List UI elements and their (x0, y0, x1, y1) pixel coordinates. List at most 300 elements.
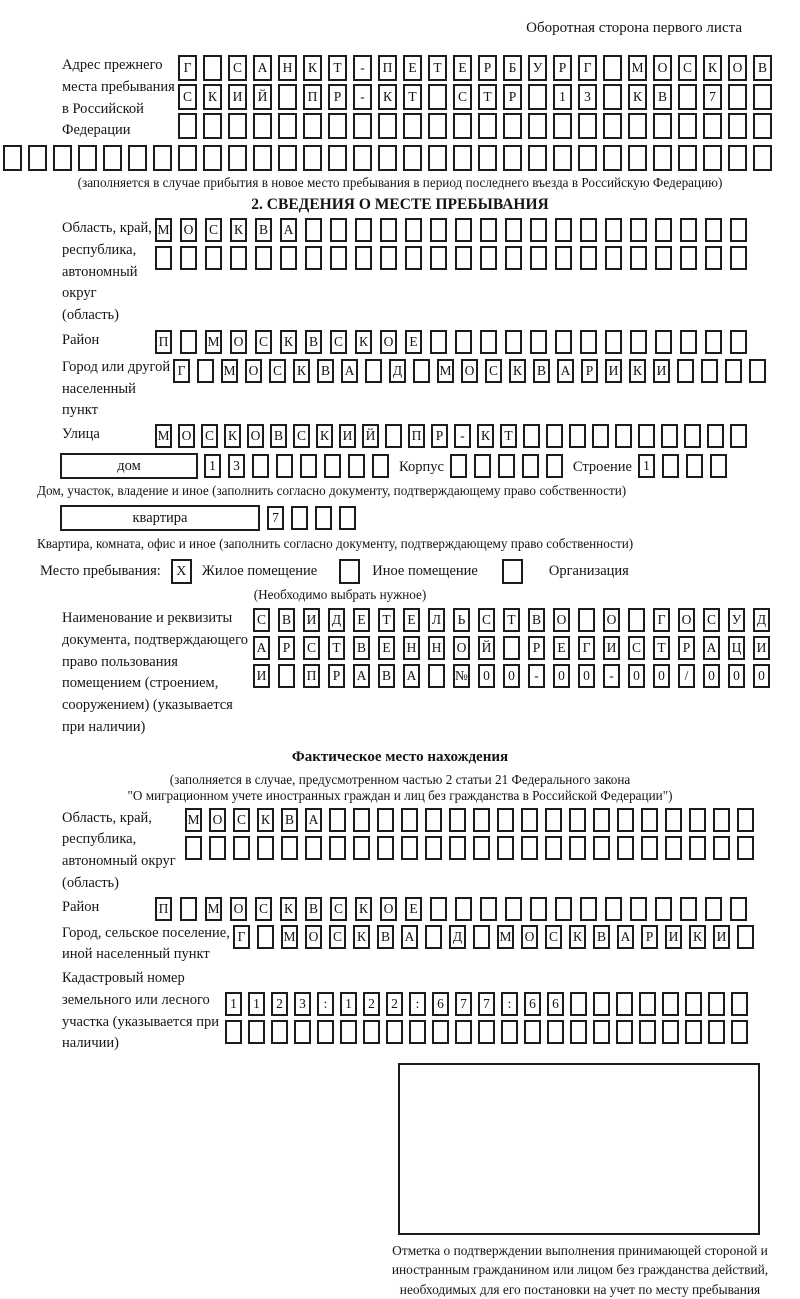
cadastral-cell-rows (225, 992, 748, 1044)
form-cell: Л (428, 608, 445, 632)
form-cell (705, 218, 722, 242)
form-cell (278, 145, 297, 171)
form-cell: Н (403, 636, 420, 660)
form-cell: С (485, 359, 502, 383)
region-label: Область, край, республика, автономный округ (область) (62, 220, 152, 323)
form-cell: С (201, 424, 218, 448)
form-cell (329, 808, 346, 832)
form-cell: Д (449, 925, 466, 949)
form-cell (578, 113, 597, 139)
form-cell (530, 330, 547, 354)
form-cell: Р (553, 55, 572, 81)
form-cell: М (437, 359, 454, 383)
actual-region-cell-rows (185, 808, 754, 860)
district-label: Район (62, 331, 100, 348)
form-cell (503, 113, 522, 139)
form-cell: Т (500, 424, 517, 448)
form-cell (281, 836, 298, 860)
form-cell (155, 246, 172, 270)
form-cell (317, 1020, 334, 1044)
form-cell (680, 246, 697, 270)
form-cell: О (521, 925, 538, 949)
form-cell: Г (233, 925, 250, 949)
city-label: Город или другой населенный пункт (62, 358, 171, 419)
form-cell: Р (528, 636, 545, 660)
form-cell (553, 113, 572, 139)
form-cell: С (255, 330, 272, 354)
form-cell (430, 330, 447, 354)
document-cell-rows (253, 608, 770, 688)
presence-note: (Необходимо выбрать нужное) (253, 587, 427, 602)
form-cell: О (678, 608, 695, 632)
form-cell: О (380, 330, 397, 354)
form-cell (348, 454, 365, 478)
form-cell: Д (328, 608, 345, 632)
actual-district-row (155, 897, 747, 921)
form-cell: 0 (703, 664, 720, 688)
form-cell (280, 246, 297, 270)
form-cell: И (603, 636, 620, 660)
document-row-2 (253, 636, 770, 660)
form-cell (662, 1020, 679, 1044)
region-row-2 (155, 246, 747, 270)
form-cell (278, 113, 297, 139)
form-cell: Р (503, 84, 522, 110)
form-cell: Ь (453, 608, 470, 632)
form-cell: И (753, 636, 770, 660)
stroenie-label: Строение (572, 459, 632, 475)
cadastral-label: Кадастровый номер земельного или лесного участка (указывается при наличии) (62, 970, 219, 1052)
form-cell: К (230, 218, 247, 242)
form-cell (305, 836, 322, 860)
form-cell (710, 454, 727, 478)
form-cell: 0 (728, 664, 745, 688)
form-cell: 0 (653, 664, 670, 688)
presence-option-organization-label: Организация (548, 562, 629, 579)
prev-address-row-3 (178, 113, 772, 139)
form-cell (605, 330, 622, 354)
page-corner-note: Оборотная сторона первого листа (526, 20, 742, 36)
form-cell: П (378, 55, 397, 81)
form-cell (680, 330, 697, 354)
form-cell: О (603, 608, 620, 632)
form-cell (628, 113, 647, 139)
form-cell (305, 218, 322, 242)
actual-location-caption-1: (заполняется в случае, предусмотренном частью 2 статьи 21 Федерального закона (169, 771, 631, 787)
form-cell (291, 506, 308, 530)
form-cell (303, 113, 322, 139)
form-cell: Р (431, 424, 448, 448)
form-cell: О (209, 808, 226, 832)
street-field (62, 424, 800, 448)
form-cell: Р (478, 55, 497, 81)
form-cell (403, 113, 422, 139)
house-number-row (204, 454, 389, 478)
form-cell: О (245, 359, 262, 383)
form-cell: В (653, 84, 672, 110)
form-cell (197, 359, 214, 383)
form-cell (205, 246, 222, 270)
form-cell: А (617, 925, 634, 949)
form-cell (178, 145, 197, 171)
form-cell: В (270, 424, 287, 448)
form-cell: 0 (478, 664, 495, 688)
presence-checkbox-residential: X (171, 559, 192, 584)
form-cell (630, 897, 647, 921)
form-cell (705, 246, 722, 270)
prev-address-cell-rows (178, 55, 772, 139)
form-cell: № (453, 664, 470, 688)
form-cell: М (221, 359, 238, 383)
form-cell: И (339, 424, 356, 448)
form-cell: В (528, 608, 545, 632)
form-cell: П (303, 664, 320, 688)
form-cell (655, 330, 672, 354)
prev-address-row-1 (178, 55, 772, 81)
form-cell: К (303, 55, 322, 81)
actual-city-label: Город, сельское поселение, иной населенный пункт (62, 924, 230, 963)
form-cell (413, 359, 430, 383)
form-cell: К (569, 925, 586, 949)
form-cell (737, 808, 754, 832)
form-cell (478, 113, 497, 139)
presence-option-other-label: Иное помещение (372, 562, 478, 579)
form-cell: Р (278, 636, 295, 660)
form-cell: 0 (753, 664, 770, 688)
form-cell (555, 246, 572, 270)
form-cell (185, 836, 202, 860)
form-cell (401, 808, 418, 832)
form-cell (478, 1020, 495, 1044)
form-cell: М (205, 330, 222, 354)
form-cell (498, 454, 515, 478)
form-cell (378, 145, 397, 171)
form-cell: С (453, 84, 472, 110)
form-cell (705, 897, 722, 921)
form-cell: : (317, 992, 334, 1016)
form-cell (355, 246, 372, 270)
form-cell (505, 897, 522, 921)
district-row (155, 330, 747, 354)
form-cell (578, 145, 597, 171)
actual-city-row (233, 925, 754, 949)
form-cell: С (269, 359, 286, 383)
form-cell (428, 145, 447, 171)
form-cell: Р (678, 636, 695, 660)
form-cell (497, 808, 514, 832)
form-cell: 0 (553, 664, 570, 688)
form-cell (578, 608, 595, 632)
form-cell (403, 145, 422, 171)
form-cell (278, 84, 297, 110)
form-cell (432, 1020, 449, 1044)
form-cell: 1 (248, 992, 265, 1016)
form-cell (473, 925, 490, 949)
form-cell (708, 1020, 725, 1044)
form-cell: Б (503, 55, 522, 81)
form-cell (428, 664, 445, 688)
form-cell: К (224, 424, 241, 448)
form-cell: О (380, 897, 397, 921)
form-cell: К (293, 359, 310, 383)
actual-region-label: Область, край, республика, автономный округ (область) (62, 809, 176, 891)
form-cell (653, 145, 672, 171)
form-cell: Е (453, 55, 472, 81)
form-cell (252, 454, 269, 478)
form-cell (294, 1020, 311, 1044)
apartment-row (267, 506, 356, 530)
form-cell: К (689, 925, 706, 949)
form-cell (328, 145, 347, 171)
form-cell: О (247, 424, 264, 448)
form-cell (684, 424, 701, 448)
form-cell (28, 145, 47, 171)
form-cell: П (408, 424, 425, 448)
form-cell (685, 1020, 702, 1044)
form-cell: К (629, 359, 646, 383)
form-cell (178, 113, 197, 139)
prev-address-field (62, 55, 800, 142)
district-field (62, 330, 800, 354)
form-cell (497, 836, 514, 860)
form-cell (580, 330, 597, 354)
form-cell (455, 218, 472, 242)
form-cell: О (305, 925, 322, 949)
form-cell (655, 218, 672, 242)
form-cell (257, 836, 274, 860)
form-cell (180, 246, 197, 270)
form-cell: 3 (578, 84, 597, 110)
form-cell: С (330, 330, 347, 354)
form-cell (128, 145, 147, 171)
form-cell (665, 808, 682, 832)
form-cell (653, 113, 672, 139)
form-cell: 1 (638, 454, 655, 478)
form-cell: 6 (547, 992, 564, 1016)
form-cell (753, 145, 772, 171)
cadastral-row-2 (225, 1020, 748, 1044)
form-cell (737, 836, 754, 860)
form-cell (474, 454, 491, 478)
form-cell (530, 218, 547, 242)
form-cell: А (557, 359, 574, 383)
form-cell (689, 836, 706, 860)
form-cell: К (378, 84, 397, 110)
form-cell (605, 897, 622, 921)
form-cell: 6 (432, 992, 449, 1016)
form-cell (569, 836, 586, 860)
form-cell (353, 808, 370, 832)
form-cell (372, 454, 389, 478)
form-cell (705, 330, 722, 354)
form-cell (603, 84, 622, 110)
form-cell: К (280, 897, 297, 921)
form-cell: Е (403, 608, 420, 632)
form-cell (703, 113, 722, 139)
form-cell (730, 897, 747, 921)
form-cell: А (401, 925, 418, 949)
form-cell: К (353, 925, 370, 949)
form-cell: 0 (628, 664, 645, 688)
form-cell (425, 808, 442, 832)
form-cell: В (281, 808, 298, 832)
form-cell (616, 992, 633, 1016)
form-cell: М (155, 424, 172, 448)
form-cell (385, 424, 402, 448)
form-cell (278, 664, 295, 688)
form-cell: И (713, 925, 730, 949)
form-cell (453, 145, 472, 171)
form-cell: У (728, 608, 745, 632)
form-cell (449, 836, 466, 860)
form-cell (617, 836, 634, 860)
form-cell (528, 113, 547, 139)
actual-district-label: Район (62, 898, 100, 915)
form-cell: С (253, 608, 270, 632)
korpus-row (450, 454, 563, 478)
apartment-caption: Квартира, комната, офис и иное (заполнить согласно документу, подтверждающему право собственности) (37, 536, 634, 551)
form-cell: И (253, 664, 270, 688)
form-cell (641, 808, 658, 832)
form-cell: 0 (503, 664, 520, 688)
form-cell: С (678, 55, 697, 81)
form-cell: Т (428, 55, 447, 81)
form-cell (641, 836, 658, 860)
form-cell: 2 (386, 992, 403, 1016)
form-cell (569, 424, 586, 448)
form-cell: С (228, 55, 247, 81)
form-cell: : (501, 992, 518, 1016)
form-cell (616, 1020, 633, 1044)
form-cell: Й (253, 84, 272, 110)
form-cell: - (528, 664, 545, 688)
form-cell (753, 113, 772, 139)
form-cell (505, 246, 522, 270)
form-cell: 2 (271, 992, 288, 1016)
form-cell (480, 330, 497, 354)
document-row-1 (253, 608, 770, 632)
form-cell: - (603, 664, 620, 688)
form-cell (749, 359, 766, 383)
form-cell: О (178, 424, 195, 448)
form-cell (638, 424, 655, 448)
form-cell: И (228, 84, 247, 110)
form-cell (480, 897, 497, 921)
form-cell (662, 992, 679, 1016)
form-cell (545, 836, 562, 860)
form-cell: С (329, 925, 346, 949)
form-cell: У (528, 55, 547, 81)
form-cell (753, 84, 772, 110)
form-cell (453, 113, 472, 139)
form-cell (639, 1020, 656, 1044)
form-cell: Г (178, 55, 197, 81)
form-cell: Ц (728, 636, 745, 660)
house-line (60, 453, 800, 479)
form-cell: Т (653, 636, 670, 660)
form-cell (330, 218, 347, 242)
form-cell (605, 246, 622, 270)
form-cell (546, 454, 563, 478)
confirmation-stamp-caption: Отметка о подтверждении выполнения принимающей стороной и иностранным гражданином или лицом без гражданства действий, необходимых для его постановки на учет по месту пребывания (391, 1243, 769, 1297)
prev-address-row-4 (3, 145, 800, 171)
form-cell (580, 218, 597, 242)
form-cell (689, 808, 706, 832)
form-cell (428, 113, 447, 139)
form-cell (730, 330, 747, 354)
form-cell (592, 424, 609, 448)
form-cell (300, 454, 317, 478)
form-cell (450, 454, 467, 478)
form-cell: 7 (478, 992, 495, 1016)
form-cell: С (178, 84, 197, 110)
form-cell: Г (578, 636, 595, 660)
form-cell (329, 836, 346, 860)
confirmation-stamp-box (398, 1063, 760, 1235)
form-cell: А (341, 359, 358, 383)
form-cell: Т (503, 608, 520, 632)
form-cell: П (155, 330, 172, 354)
form-cell (593, 808, 610, 832)
form-cell: М (155, 218, 172, 242)
form-cell (728, 113, 747, 139)
presence-line (40, 559, 800, 584)
form-cell: О (461, 359, 478, 383)
form-cell: В (305, 330, 322, 354)
form-cell: К (509, 359, 526, 383)
form-cell: А (280, 218, 297, 242)
form-cell (253, 113, 272, 139)
form-cell: 7 (267, 506, 284, 530)
form-cell (630, 330, 647, 354)
form-cell (203, 113, 222, 139)
apartment-box: квартира (60, 505, 260, 531)
form-cell (555, 218, 572, 242)
form-cell: А (253, 636, 270, 660)
form-cell: И (303, 608, 320, 632)
form-cell (377, 836, 394, 860)
form-cell (521, 836, 538, 860)
form-cell (580, 897, 597, 921)
form-cell: С (255, 897, 272, 921)
form-cell: Й (362, 424, 379, 448)
form-cell: Р (641, 925, 658, 949)
form-cell: С (205, 218, 222, 242)
form-cell: С (293, 424, 310, 448)
form-cell (355, 218, 372, 242)
form-cell: В (378, 664, 395, 688)
form-cell (701, 359, 718, 383)
form-cell (730, 424, 747, 448)
form-cell: С (330, 897, 347, 921)
form-cell: М (628, 55, 647, 81)
form-cell: А (305, 808, 322, 832)
prev-address-label: Адрес прежнего места пребывания в Российской Федерации (62, 57, 175, 139)
form-cell (603, 55, 622, 81)
form-cell (363, 1020, 380, 1044)
form-cell (603, 145, 622, 171)
form-cell: В (533, 359, 550, 383)
form-cell: 7 (703, 84, 722, 110)
form-cell (730, 246, 747, 270)
form-cell: Н (428, 636, 445, 660)
form-cell (353, 145, 372, 171)
form-cell: К (477, 424, 494, 448)
form-cell: О (453, 636, 470, 660)
form-cell: Н (278, 55, 297, 81)
form-cell: / (678, 664, 695, 688)
korpus-label: Корпус (399, 459, 444, 475)
